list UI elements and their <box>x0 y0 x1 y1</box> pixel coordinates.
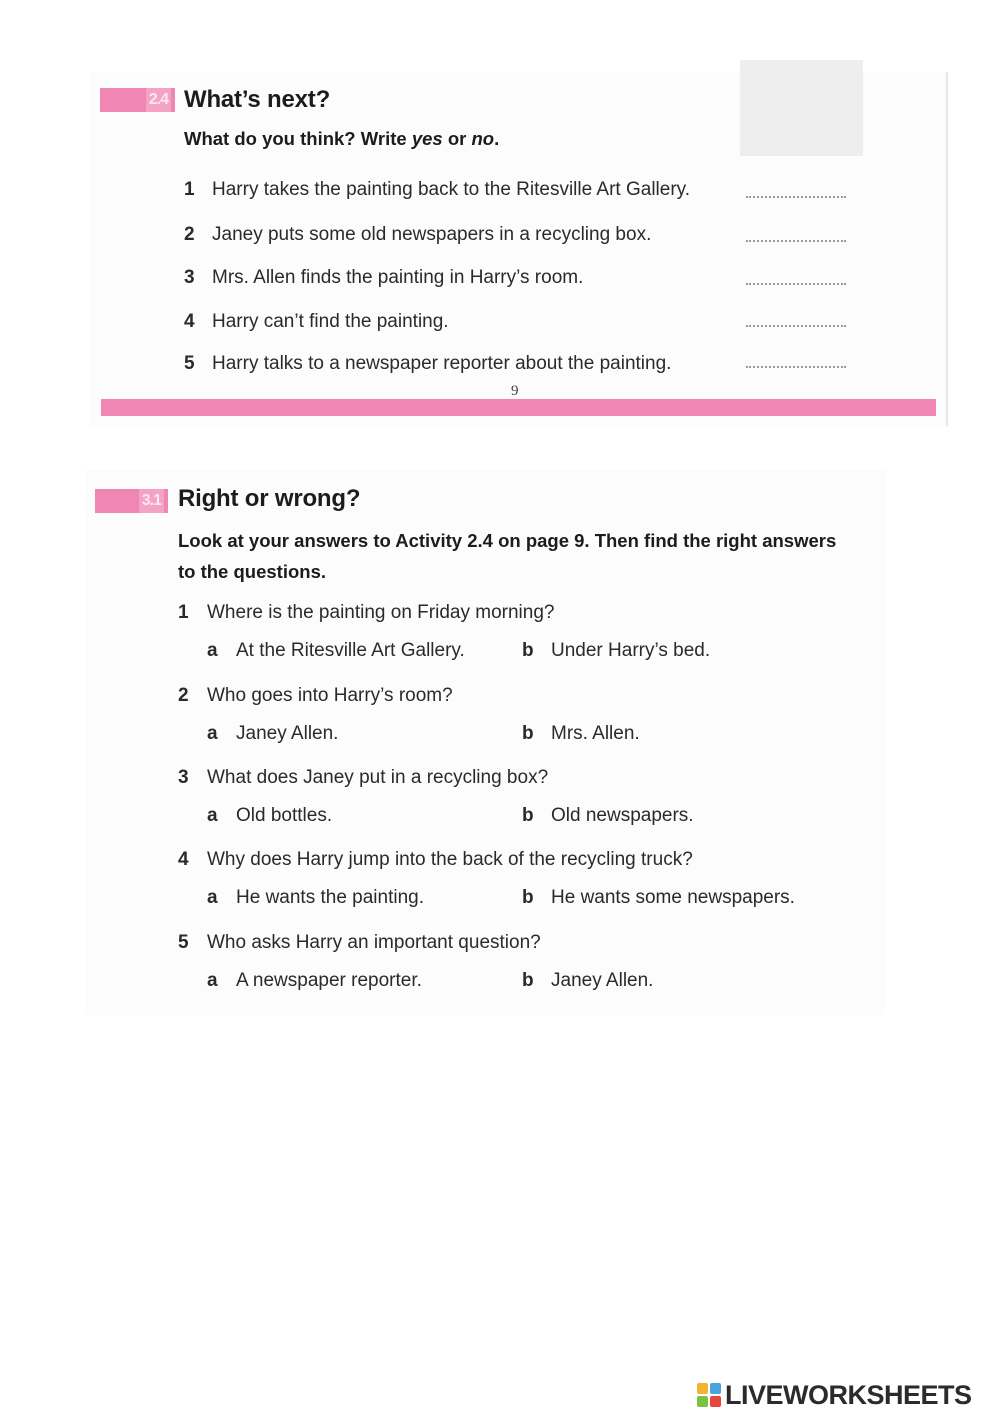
option-b[interactable]: b Under Harry’s bed. <box>522 640 711 661</box>
option-b[interactable]: b Janey Allen. <box>522 970 654 991</box>
activity-instruction: What do you think? Write yes or no. <box>184 128 500 149</box>
statement-item: 3 Mrs. Allen finds the painting in Harry’s room. <box>184 267 584 288</box>
statement-item: 4 Harry can’t find the painting. <box>184 311 449 332</box>
option-a[interactable]: a At the Ritesville Art Gallery. <box>207 640 465 661</box>
question-item: 5 Who asks Harry an important question? <box>178 932 541 953</box>
activity-number: 2.4 <box>146 88 171 112</box>
option-b[interactable]: b Mrs. Allen. <box>522 723 640 744</box>
option-b[interactable]: b Old newspapers. <box>522 805 694 826</box>
option-a[interactable]: a He wants the painting. <box>207 887 425 908</box>
activity-title: Right or wrong? <box>178 485 361 512</box>
statement-item: 2 Janey puts some old newspapers in a recycling box. <box>184 224 652 245</box>
liveworksheets-logo-icon <box>697 1383 721 1407</box>
activity-number: 3.1 <box>139 489 164 513</box>
answer-blank[interactable] <box>746 240 846 242</box>
answer-blank[interactable] <box>746 366 846 368</box>
option-b[interactable]: b He wants some newspapers. <box>522 887 795 908</box>
activity-instruction: Look at your answers to Activity 2.4 on page 9. Then find the right answers to the questions. <box>178 530 837 582</box>
activity-number-tab <box>100 88 175 112</box>
question-item: 1 Where is the painting on Friday morning? <box>178 602 555 623</box>
activity-number-tab <box>95 489 168 513</box>
image-placeholder <box>740 60 863 156</box>
question-item: 3 What does Janey put in a recycling box? <box>178 767 549 788</box>
answer-blank[interactable] <box>746 325 846 327</box>
question-item: 2 Who goes into Harry’s room? <box>178 685 453 706</box>
statement-item: 5 Harry talks to a newspaper reporter about the painting. <box>184 353 672 374</box>
option-a[interactable]: a Old bottles. <box>207 805 333 826</box>
page-number: 9 <box>511 383 519 399</box>
activity-title: What’s next? <box>184 86 331 113</box>
option-a[interactable]: a A newspaper reporter. <box>207 970 422 991</box>
logo-text: LIVEWORKSHEETS <box>725 1379 972 1410</box>
answer-blank[interactable] <box>746 283 846 285</box>
pink-divider-bar <box>101 399 936 416</box>
question-item: 4 Why does Harry jump into the back of the recycling truck? <box>178 849 693 870</box>
option-a[interactable]: a Janey Allen. <box>207 723 339 744</box>
liveworksheets-logo <box>697 1379 972 1411</box>
answer-blank[interactable] <box>746 196 846 198</box>
statement-item: 1 Harry takes the painting back to the Ritesville Art Gallery. <box>184 179 691 200</box>
